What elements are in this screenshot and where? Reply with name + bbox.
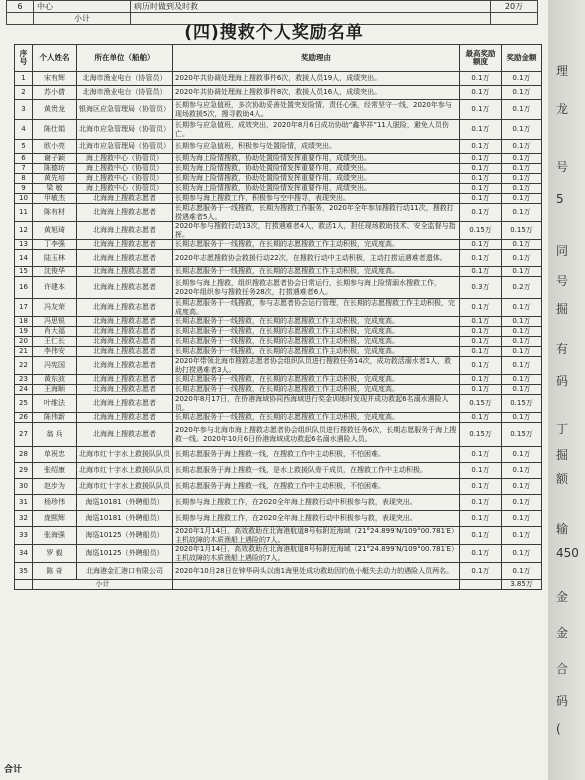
cell-no: 20	[15, 337, 33, 347]
cell-no: 27	[15, 423, 33, 447]
cell-reason: 长期为海上险情搜救，协助处置险情发挥重要作用，成绩突出。	[173, 184, 460, 194]
cell-unit: 海上搜救中心（协管员）	[77, 184, 173, 194]
cell-unit: 北海港金汇港口有限公司	[77, 563, 173, 580]
cell-max: 0.1万	[460, 413, 502, 423]
cell-unit: 银海区应急管理局（协管员）	[77, 100, 173, 120]
cell-amount: 0.1万	[502, 447, 542, 463]
cell-amount: 0.1万	[502, 267, 542, 277]
cell-reason: 长期志愿服务于一线搜救，在长期的志愿搜救工作主动积极，完成度高。	[173, 267, 460, 277]
cell-reason: 2020年8月17日，在侨港海域协同西海域进行奖金训练时发现并成功救起6名溺水遇险人员。	[173, 395, 460, 413]
cell-no: 22	[15, 357, 33, 375]
cell-no: 15	[15, 267, 33, 277]
table-row	[15, 423, 542, 447]
cell-name: 庞熙辉	[33, 511, 77, 527]
cell-no: 30	[15, 479, 33, 495]
cell-reason: 2020年共协调处理海上搜救事件6次，救援人员19人，成绩突出。	[173, 72, 460, 86]
cell-name: 罗 毅	[33, 545, 77, 563]
cell-no: 33	[15, 527, 33, 545]
cell-unit: 北海市渔业电台（协管员）	[77, 86, 173, 100]
table-row	[15, 277, 542, 299]
cell-name: 陈 奇	[33, 563, 77, 580]
cell-unit: 北海海上搜救志愿者	[77, 413, 173, 423]
strip-glyph: 掘	[556, 302, 569, 316]
cell-max: 0.1万	[460, 120, 502, 140]
strip-glyph: 合	[556, 662, 569, 676]
cell-reason: 长期志愿服务于一线搜救，在长期的志愿搜救工作主动积极，完成度高。	[173, 327, 460, 337]
cell-max: 0.1万	[460, 357, 502, 375]
table-row	[15, 184, 542, 194]
cell-unit: 北海海上搜救志愿者	[77, 277, 173, 299]
cell-name: 黄先培	[33, 174, 77, 184]
cell-no: 21	[15, 347, 33, 357]
strip-glyph: 号	[556, 274, 569, 288]
cell-reason: 长期为海上险情搜救，协助处置险情发挥重要作用，成绩突出。	[173, 164, 460, 174]
header-reason: 奖励理由	[173, 45, 460, 72]
cell-reason: 长期志愿服务于一线搜救，在长期的志愿搜救工作主动积极，完成度高。	[173, 347, 460, 357]
cell-unit: 北海市红十字水上救援队队员	[77, 463, 173, 479]
cell-unit: 北海市渔业电台（协管员）	[77, 72, 173, 86]
table-row	[15, 204, 542, 222]
table-row	[15, 385, 542, 395]
subtotal-amount: 3.85万	[502, 580, 542, 590]
cell-max: 0.1万	[460, 299, 502, 317]
cell-reason: 长期志愿服务于海上搜救一线，在搜救工作中主动积极，不怕困难。	[173, 447, 460, 463]
cell-unit: 北海海上搜救志愿者	[77, 347, 173, 357]
cell-reason: 长期志愿服务于海上搜救一线，是水上救援队骨干成员，在搜救工作中主动积极。	[173, 463, 460, 479]
cell-no: 34	[15, 545, 33, 563]
cell-reason: 2020年参与北海市海上搜救志愿者协会组织队员进行搜救任务6次，长期志愿服务于海上搜救一线。2020年10月6日侨港海域成功救起6名溺水遇险人员。	[173, 423, 460, 447]
header-no: 序号	[15, 45, 33, 72]
cell-unit: 北海海上搜救志愿者	[77, 327, 173, 337]
cell-no: 31	[15, 495, 33, 511]
cell-no: 13	[15, 240, 33, 250]
cell-reason: 长期参与应急值班，成效突出，2020年8月6日成功协助“鑫华祥”11人脱险，避免人员伤亡。	[173, 120, 460, 140]
cell-name: 陆玉林	[33, 250, 77, 267]
cell-max: 0.1万	[460, 164, 502, 174]
cell-name: 沈俊华	[33, 267, 77, 277]
strip-glyph: 同	[556, 244, 569, 258]
cell-no: 5	[15, 140, 33, 154]
strip-glyph: 龙	[556, 102, 569, 116]
cell-amount: 0.15万	[502, 222, 542, 240]
table-row	[15, 240, 542, 250]
header-amount: 奖励金额	[502, 45, 542, 72]
strip-glyph: 有	[556, 342, 569, 356]
strip-glyph: 5	[556, 192, 564, 206]
cell-name: 宋有辉	[33, 72, 77, 86]
cell-amount: 0.1万	[502, 240, 542, 250]
cell-reason: 长期为海上险情搜救，协助处置险情发挥重要作用，成绩突出。	[173, 154, 460, 164]
cell-unit: 北海海上搜救志愿者	[77, 204, 173, 222]
table-row	[15, 100, 542, 120]
cell-max: 0.15万	[460, 395, 502, 413]
table-row	[15, 347, 542, 357]
cell-unit: 北海海上搜救志愿者	[77, 375, 173, 385]
cell-amount: 0.1万	[502, 154, 542, 164]
strip-glyph: 金	[556, 590, 569, 604]
cell-amount: 0.1万	[502, 511, 542, 527]
table-row	[15, 395, 542, 413]
cell-name: 赵步为	[33, 479, 77, 495]
subtotal-row	[15, 580, 542, 590]
cell-amount: 0.1万	[502, 527, 542, 545]
cell-amount: 0.1万	[502, 194, 542, 204]
cell-no: 6	[7, 1, 34, 13]
cell-reason: 长期参与海上搜救，组织搜救志愿者协会日常运行，长期参与海上险情溺水搜救工作，2020年组织参与搜救任务28次，打捞遇难者6人。	[173, 277, 460, 299]
cell-amount: 0.1万	[502, 413, 542, 423]
cell-no: 6	[15, 154, 33, 164]
strip-glyph: 输	[556, 522, 569, 536]
cell-name: 翁 兵	[33, 423, 77, 447]
cell-name: 陈伟新	[33, 413, 77, 423]
cell-name: 黄旭琦	[33, 222, 77, 240]
cell-reason: 2020年带领北海市搜救志愿者协会组织队员进行搜救任务14次，成功救活溺水者1人，救助打捞遇难者3人。	[173, 357, 460, 375]
cell-reason: 2020年10月28日在钟华码头以南1海里处成功救助因钓鱼小艇失去动力的遇险人员两名。	[173, 563, 460, 580]
table-row	[15, 447, 542, 463]
subtotal-label: 小计	[33, 580, 173, 590]
cell-reason: 2020年共协调处理海上搜救事件8次，救援人员16人，成绩突出。	[173, 86, 460, 100]
cell-max: 0.1万	[460, 100, 502, 120]
cell-unit: 海上搜救中心（协管员）	[77, 164, 173, 174]
table-row	[15, 250, 542, 267]
cell-unit: 北海海上搜救志愿者	[77, 222, 173, 240]
cell-amount: 0.1万	[502, 120, 542, 140]
table-row	[15, 194, 542, 204]
cell-max: 0.1万	[460, 447, 502, 463]
table-header-row	[15, 45, 542, 72]
section-title: (四)搜救个人奖励名单	[184, 23, 364, 43]
cell-unit: 北海海上搜救志愿者	[77, 395, 173, 413]
table-row	[15, 527, 542, 545]
cell-name: 梁 敏	[33, 184, 77, 194]
cell-amount: 0.1万	[502, 100, 542, 120]
cell-reason: 长期志愿服务于海上搜救一线，在搜救工作中主动积极，不怕困难。	[173, 479, 460, 495]
cell-name: 杨珍伟	[33, 495, 77, 511]
table-row	[15, 479, 542, 495]
cell-max: 0.3万	[460, 277, 502, 299]
table-row	[15, 120, 542, 140]
cell-name: 王海顺	[33, 385, 77, 395]
cell-reason: 长期参与应急值班，积极参与处置险情，成绩突出。	[173, 140, 460, 154]
cell-max: 0.1万	[460, 194, 502, 204]
cell-max: 0.1万	[460, 140, 502, 154]
cell-max: 0.1万	[460, 184, 502, 194]
cell-max: 0.1万	[460, 154, 502, 164]
cell-max: 0.1万	[460, 385, 502, 395]
cell-reason: 长期志愿服务于一线搜救，在长期的志愿搜救工作主动积极，完成度高。	[173, 413, 460, 423]
cell-max: 0.1万	[460, 479, 502, 495]
cell-max: 0.1万	[460, 327, 502, 337]
cell-amount: 0.1万	[502, 174, 542, 184]
cell-unit: 北海海上搜救志愿者	[77, 299, 173, 317]
cell-unit: 北海海上搜救志愿者	[77, 337, 173, 347]
cell-reason: 2020年参与搜救行动13次，打捞遇难者4人，救活1人，担任现场救助技术、安全监督与指挥。	[173, 222, 460, 240]
header-unit: 所在单位（船舶）	[77, 45, 173, 72]
cell-no: 26	[15, 413, 33, 423]
cell-max: 0.15万	[460, 423, 502, 447]
cell-max: 0.1万	[460, 375, 502, 385]
strip-glyph: 额	[556, 472, 569, 486]
cell-no: 19	[15, 327, 33, 337]
cell-reason: 2020年志愿搜救协会救援行动22次，在搜救行动中主动积极，主动打捞运遇难者遗体。	[173, 250, 460, 267]
cell-no: 16	[15, 277, 33, 299]
cell-no: 2	[15, 86, 33, 100]
cell-no: 9	[15, 184, 33, 194]
cell-amount: 20万	[491, 1, 538, 13]
table-row	[15, 563, 542, 580]
cell-amount: 0.1万	[502, 545, 542, 563]
cell-name: 单祝忠	[33, 447, 77, 463]
header-name: 个人姓名	[33, 45, 77, 72]
cell-name: 肖大福	[33, 327, 77, 337]
table-row	[15, 327, 542, 337]
cell-no: 7	[15, 164, 33, 174]
cell-amount: 0.1万	[502, 357, 542, 375]
table-row	[15, 545, 542, 563]
table-row	[15, 495, 542, 511]
cell-amount: 0.1万	[502, 86, 542, 100]
cell-subtotal-label: 小计	[34, 13, 131, 25]
cell-max: 0.1万	[460, 563, 502, 580]
cell-unit: 海巡10125（外聘船员）	[77, 545, 173, 563]
cell-name: 叶维法	[33, 395, 77, 413]
cell-reason: 长期志愿服务于一线搜救，在长期的志愿搜救工作主动积极，完成度高。	[173, 337, 460, 347]
table-row	[15, 299, 542, 317]
table-row	[15, 222, 542, 240]
cell-no: 14	[15, 250, 33, 267]
cell-max: 0.1万	[460, 511, 502, 527]
cell-name: 冯宪国	[33, 357, 77, 375]
cell-unit: 北海海上搜救志愿者	[77, 385, 173, 395]
cell-max: 0.1万	[460, 174, 502, 184]
table-row	[15, 337, 542, 347]
cell-unit: 海巡10181（外聘船员）	[77, 495, 173, 511]
cell-max: 0.1万	[460, 250, 502, 267]
cell-max: 0.1万	[460, 86, 502, 100]
cell-amount: 0.1万	[502, 385, 542, 395]
cell-amount: 0.1万	[502, 327, 542, 337]
cell-max: 0.1万	[460, 72, 502, 86]
cell-unit: 北海海上搜救志愿者	[77, 423, 173, 447]
strip-glyph: 号	[556, 160, 569, 174]
cell-amount: 0.1万	[502, 479, 542, 495]
cell-amount: 0.1万	[502, 463, 542, 479]
cell-max: 0.1万	[460, 337, 502, 347]
cell-name: 张海强	[33, 527, 77, 545]
cell-no: 1	[15, 72, 33, 86]
table-row	[15, 413, 542, 423]
table-row	[15, 375, 542, 385]
table-row	[15, 174, 542, 184]
cell-no: 8	[15, 174, 33, 184]
cell-unit: 北海海上搜救志愿者	[77, 240, 173, 250]
cell-reason: 长期参与海上搜救工作，积极参与空中搜寻，表现突出。	[173, 194, 460, 204]
cell-no: 17	[15, 299, 33, 317]
table-row	[15, 511, 542, 527]
cell-name: 丁李强	[33, 240, 77, 250]
cell-amount: 0.1万	[502, 337, 542, 347]
cell-reason: 长期志愿服务于一线搜救，长期为搜救工作服务，2020年全年参加搜救行动11次，搜救打捞遇难者5人。	[173, 204, 460, 222]
strip-glyph: 码	[556, 374, 569, 388]
cell-amount: 0.15万	[502, 423, 542, 447]
cell-amount: 0.1万	[502, 140, 542, 154]
strip-glyph: 理	[556, 64, 569, 78]
cell-no: 4	[15, 120, 33, 140]
cell-reason: 长期为海上险情搜救，协助处置险情发挥重要作用，成绩突出。	[173, 174, 460, 184]
cell-no: 24	[15, 385, 33, 395]
cell-name: 李伟安	[33, 347, 77, 357]
strip-glyph: 金	[556, 626, 569, 640]
cell-unit: 北海市应急管理局（协管员）	[77, 140, 173, 154]
subtotal-spacer	[173, 580, 460, 590]
cell-reason: 长期志愿服务于一线搜救，在长期的志愿搜救工作主动积极，完成度高。	[173, 385, 460, 395]
cell-max: 0.15万	[460, 222, 502, 240]
total-label: 合计	[4, 765, 23, 775]
cell-unit: 海上搜救中心（协管员）	[77, 154, 173, 164]
cell-unit: 北海海上搜救志愿者	[77, 317, 173, 327]
adjacent-page-strip	[548, 0, 585, 780]
cell-name: 王仁长	[33, 337, 77, 347]
cell-amount: 0.1万	[502, 317, 542, 327]
cell-unit: 中心	[34, 1, 131, 13]
cell-no: 11	[15, 204, 33, 222]
strip-glyph: 掘	[556, 448, 569, 462]
cell-name: 陈仕娟	[33, 120, 77, 140]
cell-name: 陈有材	[33, 204, 77, 222]
cell-amount: 0.1万	[502, 375, 542, 385]
table-row	[15, 463, 542, 479]
cell-name: 欧小亮	[33, 140, 77, 154]
cell-no: 28	[15, 447, 33, 463]
cell-unit: 海巡10181（外聘船员）	[77, 511, 173, 527]
table-row	[7, 1, 538, 13]
strip-glyph: (	[556, 722, 561, 736]
cell-reason: 长期志愿服务于一线搜救，参与志愿者协会运行管理，在长期的志愿搜救工作主动积极，完成度高。	[173, 299, 460, 317]
table-row	[15, 357, 542, 375]
cell-max: 0.1万	[460, 463, 502, 479]
cell-amount: 0.1万	[502, 347, 542, 357]
cell-name: 冯友荣	[33, 299, 77, 317]
cell-name: 许建本	[33, 277, 77, 299]
cell-unit: 北海市应急管理局（协管员）	[77, 120, 173, 140]
cell-reason: 长期志愿服务于一线搜救，在长期的志愿搜救工作主动积极，完成度高。	[173, 240, 460, 250]
cell-amount: 0.1万	[502, 495, 542, 511]
cell-max: 0.1万	[460, 204, 502, 222]
cell-amount: 0.1万	[502, 250, 542, 267]
cell-reason: 长期志愿服务于一线搜救，在长期的志愿搜救工作主动积极，完成度高。	[173, 375, 460, 385]
cell-unit: 北海海上搜救志愿者	[77, 194, 173, 204]
cell-max: 0.1万	[460, 527, 502, 545]
cell-name: 张绍康	[33, 463, 77, 479]
strip-glyph: 码	[556, 694, 569, 708]
table-row	[15, 72, 542, 86]
cell-no: 25	[15, 395, 33, 413]
table-row	[15, 164, 542, 174]
cell-amount: 0.1万	[502, 204, 542, 222]
header-max: 最高奖励额度	[460, 45, 502, 72]
cell-amount: 0.1万	[502, 164, 542, 174]
cell-max: 0.1万	[460, 240, 502, 250]
award-table	[14, 44, 542, 590]
cell-no: 23	[15, 375, 33, 385]
table-row	[15, 154, 542, 164]
cell-amount: 0.15万	[502, 395, 542, 413]
cell-name: 冯思锐	[33, 317, 77, 327]
table-row	[15, 140, 542, 154]
cell-reason: 长期参与海上搜救工作，在2020全年海上搜救行动中积极参与救，表现突出。	[173, 511, 460, 527]
cell-unit: 北海市红十字水上救援队队员	[77, 447, 173, 463]
cell-max: 0.1万	[460, 317, 502, 327]
cell-reason: 长期志愿服务于一线搜救，在长期的志愿搜救工作主动积极，完成度高。	[173, 317, 460, 327]
strip-glyph: 450	[556, 546, 579, 560]
cell-reason: 病历时做到及时救	[131, 1, 491, 13]
cell-no: 10	[15, 194, 33, 204]
table-row	[15, 267, 542, 277]
cell-unit: 北海海上搜救志愿者	[77, 267, 173, 277]
cell-reason: 2020年1月14日，高效救助在北海港航道8号标附近海域（21°24.899′N/109°00.781′E）主机故障的木质渔船上遇险的7人。	[173, 545, 460, 563]
cell-amount: 0.1万	[502, 563, 542, 580]
cell-amount: 0.1万	[502, 184, 542, 194]
cell-name: 苏小倩	[33, 86, 77, 100]
cell-no: 3	[15, 100, 33, 120]
cell-amount: 0.1万	[502, 72, 542, 86]
table-row	[15, 86, 542, 100]
cell-max: 0.1万	[460, 267, 502, 277]
cell-max: 0.1万	[460, 495, 502, 511]
strip-glyph: 丁	[556, 422, 569, 436]
cell-no: 32	[15, 511, 33, 527]
cell-max: 0.1万	[460, 347, 502, 357]
subtotal-spacer	[15, 580, 33, 590]
cell-no: 29	[15, 463, 33, 479]
cell-unit: 海上搜救中心（协管员）	[77, 174, 173, 184]
cell-amount: 0.2万	[502, 277, 542, 299]
cell-unit: 北海海上搜救志愿者	[77, 250, 173, 267]
cell-reason: 长期参与应急值班，多次协助妥善处置突发险情，责任心强，经常坚守一线，2020年参与现场救援5次，搜寻救助4人。	[173, 100, 460, 120]
cell-max: 0.1万	[460, 545, 502, 563]
cell-unit: 北海海上搜救志愿者	[77, 357, 173, 375]
subtotal-spacer	[460, 580, 502, 590]
cell-no: 35	[15, 563, 33, 580]
cell-no: 18	[15, 317, 33, 327]
cell-name: 谢子颖	[33, 154, 77, 164]
cell-unit: 海巡10125（外聘船员）	[77, 527, 173, 545]
cell-no: 12	[15, 222, 33, 240]
cell-name: 黄贵龙	[33, 100, 77, 120]
cell-name: 甲敏杰	[33, 194, 77, 204]
cell-name: 陈德坊	[33, 164, 77, 174]
cell-reason: 2020年1月14日，高效救助在北海港航道8号标附近海域（21°24.899′N/109°00.781′E）主机故障的木质渔船上遇险的7人。	[173, 527, 460, 545]
cell-unit: 北海市红十字水上救援队队员	[77, 479, 173, 495]
cell-amount: 0.1万	[502, 299, 542, 317]
cell-name: 黄东波	[33, 375, 77, 385]
cell-reason: 长期参与海上搜救工作，在2020全年海上搜救行动中积极参与救，表现突出。	[173, 495, 460, 511]
table-row	[15, 317, 542, 327]
